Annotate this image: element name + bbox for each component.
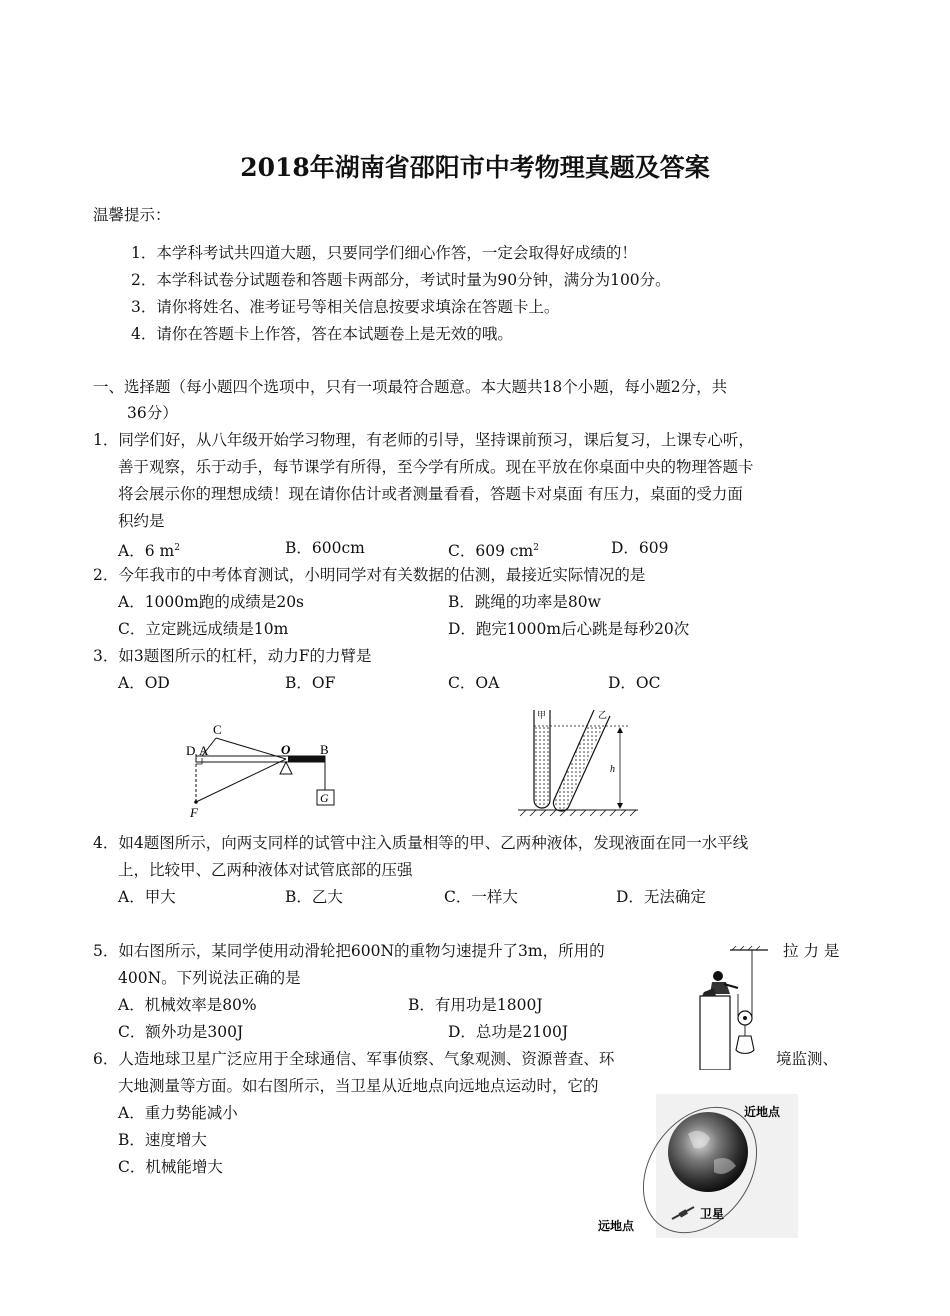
q2-stem: 2．今年我市的中考体育测试，小明同学对有关数据的估测，最接近实际情况的是 bbox=[93, 566, 646, 584]
q1-stem: 积约是 bbox=[118, 512, 165, 530]
q4-stem: 上，比较甲、乙两种液体对试管底部的压强 bbox=[118, 861, 413, 879]
q4-option-a: A．甲大 bbox=[118, 888, 176, 906]
pulley-figure bbox=[690, 944, 770, 1070]
q6-stem: 大地测量等方面。如右图所示，当卫星从近地点向远地点运动时，它的 bbox=[118, 1077, 599, 1095]
q1-stem: 1．同学们好，从八年级开始学习物理，有老师的引导，坚持课前预习，课后复习，上课专心听， bbox=[93, 431, 754, 449]
section-heading: 一、选择题（每小题四个选项中，只有一项最符合题意。本大题共18个小题，每小题2分，共 bbox=[93, 378, 728, 396]
q3-option-a: A．OD bbox=[118, 674, 170, 692]
q6-option-a: A．重力势能减小 bbox=[118, 1104, 238, 1122]
lever-figure bbox=[180, 720, 350, 820]
lever-label-d: D bbox=[186, 743, 196, 758]
tube-label-yi: 乙 bbox=[598, 710, 608, 720]
tips-heading: 温馨提示： bbox=[93, 206, 171, 224]
q6-option-b: B．速度增大 bbox=[118, 1131, 207, 1149]
tube-label-h: h bbox=[610, 764, 615, 775]
page-title: 2018年湖南省邵阳市中考物理真题及答案 bbox=[240, 153, 710, 182]
orbit-label-perigee: 近地点 bbox=[744, 1105, 781, 1119]
q1-option-c: C．609 $cm^2$ bbox=[448, 542, 539, 560]
satellite-orbit-figure bbox=[596, 1094, 798, 1238]
q2-option-a: A．1000m跑的成绩是20s bbox=[118, 593, 305, 611]
q1-stem: 将会展示你的理想成绩！现在请你估计或者测量看看，答题卡对桌面 有压力，桌面的受力面 bbox=[118, 485, 743, 503]
q3-stem: 3．如3题图所示的杠杆，动力F的力臂是 bbox=[93, 647, 372, 665]
q5-stem: 400N。下列说法正确的是 bbox=[118, 969, 301, 987]
q5-stem-end: 拉 力 是 bbox=[783, 942, 840, 960]
q1-option-a: A．6 $m^2$ bbox=[118, 542, 180, 560]
q1-stem: 善于观察，乐于动手，每节课学有所得，至今学有所成。现在平放在你桌面中央的物理答题卡 bbox=[118, 458, 754, 476]
lever-label-o: O bbox=[281, 742, 291, 757]
lever-label-b: B bbox=[320, 742, 329, 757]
tip-item: 1．本学科考试共四道大题，只要同学们细心作答，一定会取得好成绩的！ bbox=[131, 244, 637, 262]
q5-option-a: A．机械效率是80% bbox=[118, 996, 257, 1014]
orbit-label-apogee: 远地点 bbox=[598, 1219, 635, 1233]
q1-option-d: D．609 bbox=[611, 539, 669, 557]
q3-option-b: B．OF bbox=[285, 674, 336, 692]
q6-option-c: C．机械能增大 bbox=[118, 1158, 223, 1176]
q6-stem: 6．人造地球卫星广泛应用于全球通信、军事侦察、气象观测、资源普查、环 bbox=[93, 1050, 615, 1068]
test-tube-figure bbox=[510, 706, 640, 818]
q2-option-c: C．立定跳远成绩是10m bbox=[118, 620, 289, 638]
q5-option-d: D．总功是2100J bbox=[448, 1023, 569, 1041]
q4-option-c: C．一样大 bbox=[444, 888, 518, 906]
q2-option-d: D．跑完1000m后心跳是每秒20次 bbox=[448, 620, 690, 638]
q4-option-d: D．无法确定 bbox=[616, 888, 706, 906]
q4-stem: 4．如4题图所示，向两支同样的试管中注入质量相等的甲、乙两种液体，发现液面在同一水平线 bbox=[93, 834, 749, 852]
tip-item: 2．本学科试卷分试题卷和答题卡两部分，考试时量为90分钟，满分为100分。 bbox=[131, 271, 671, 289]
lever-label-c: C bbox=[213, 722, 222, 737]
q4-option-b: B．乙大 bbox=[285, 888, 343, 906]
q3-option-c: C．OA bbox=[448, 674, 500, 692]
q5-stem: 5．如右图所示，某同学使用动滑轮把600N的重物匀速提升了3m，所用的 bbox=[93, 942, 605, 960]
lever-label-f: F bbox=[190, 805, 198, 820]
lever-label-g: G bbox=[320, 791, 329, 805]
q5-option-c: C．额外功是300J bbox=[118, 1023, 244, 1041]
q5-option-b: B．有用功是1800J bbox=[408, 996, 543, 1014]
section-heading-cont: 36分） bbox=[127, 404, 178, 422]
q6-stem-end: 境监测、 bbox=[776, 1050, 839, 1068]
q3-option-d: D．OC bbox=[608, 674, 661, 692]
orbit-label-satellite: 卫星 bbox=[700, 1207, 725, 1221]
lever-label-a: A bbox=[199, 743, 209, 758]
q2-option-b: B．跳绳的功率是80w bbox=[448, 593, 601, 611]
tip-item: 3．请你将姓名、准考证号等相关信息按要求填涂在答题卡上。 bbox=[131, 298, 560, 316]
tube-label-jia: 甲 bbox=[537, 710, 547, 720]
q1-option-b: B．600cm bbox=[285, 539, 365, 557]
tip-item: 4．请你在答题卡上作答，答在本试题卷上是无效的哦。 bbox=[131, 325, 513, 343]
